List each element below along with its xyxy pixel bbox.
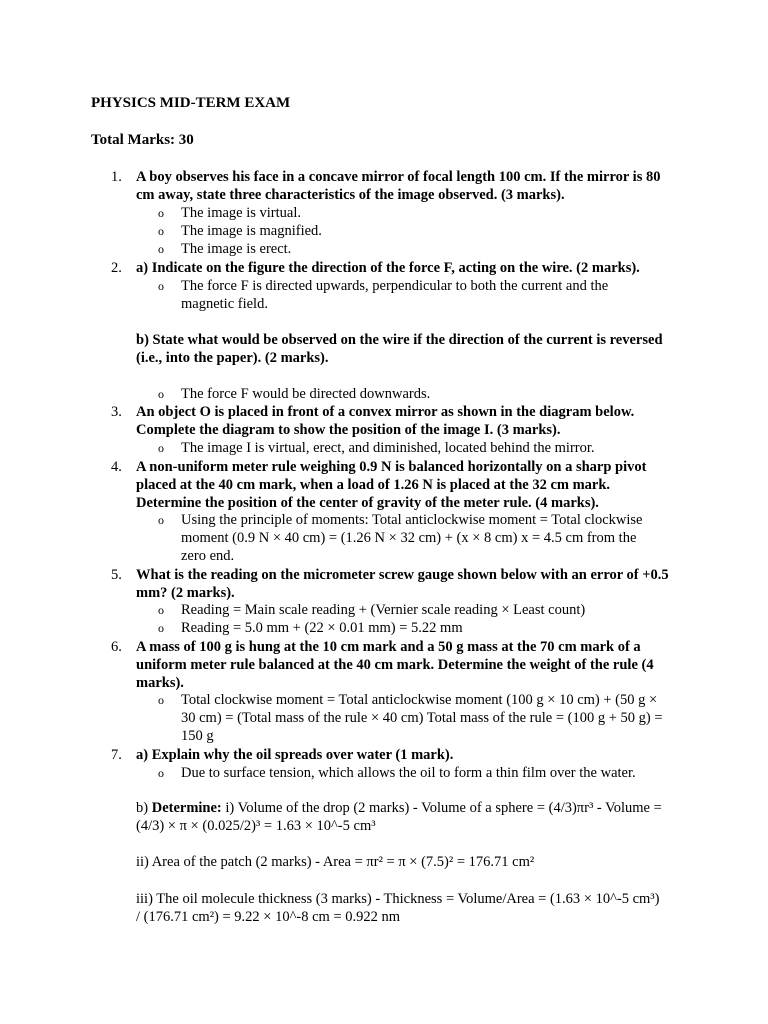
bullet-icon: o [158,766,164,780]
answer-item: o Using the principle of moments: Total anticlockwise moment = Total clockwise moment (0.9 N × 40 cm) = (1.26 N × 32 cm) + (x × 8 cm) x = 4.5 cm from the zero end. [158,512,643,564]
question-7-part-ii: ii) Area of the patch (2 marks) - Area = πr² = π × (7.5)² = 176.71 cm² [136,854,535,870]
bullet-icon: o [158,693,164,707]
question-text: An object O is placed in front of a convex mirror as shown in the diagram below. Complete the diagram to show the position of the image I. (3 marks). [136,404,635,438]
answer-item: o The image I is virtual, erect, and diminished, located behind the mirror. [158,440,595,456]
question-2 [111,259,671,277]
question-7-part-b: b) Determine: i) Volume of the drop (2 marks) - Volume of a sphere = (4/3)πr³ - Volume = (4/3) × π × (0.025/2)³ = 1.63 × 10^-5 cm³ [136,800,662,834]
answer-item: o Total clockwise moment = Total anticlockwise moment (100 g × 10 cm) + (50 g × 30 cm) = (Total mass of the rule × 40 cm) Total mass of the rule = (100 g + 50 g) = 150 g [158,692,663,744]
question-6 [111,638,671,692]
question-text: a) Indicate on the figure the direction of the force F, acting on the wire. (2 marks). [136,260,640,276]
bullet-icon: o [158,279,164,293]
question-number: 7. [111,747,122,763]
answer-item: o The force F is directed upwards, perpendicular to both the current and the magnetic field. [158,278,609,312]
question-number: 3. [111,404,122,420]
bullet-icon: o [158,206,164,220]
total-marks: Total Marks: 30 [91,132,194,148]
answer-item: o The image is magnified. [158,223,322,239]
question-5 [111,566,671,602]
bullet-icon: o [158,224,164,238]
question-number: 4. [111,459,122,475]
question-2-part-b: b) State what would be observed on the wire if the direction of the current is reversed (i.e., into the paper). (2 marks). [136,332,663,366]
answer-item: o Reading = Main scale reading + (Vernier scale reading × Least count) [158,602,586,618]
bullet-icon: o [158,242,164,256]
exam-title: PHYSICS MID-TERM EXAM [91,95,291,111]
question-number: 1. [111,169,122,185]
question-text: A boy observes his face in a concave mirror of focal length 100 cm. If the mirror is 80 cm away, state three characteristics of the image observed. (3 marks). [136,169,661,203]
answer-item: o The image is erect. [158,241,292,257]
question-1 [111,168,671,204]
determine-label: Determine: [151,800,222,816]
question-7 [111,746,671,764]
question-7-part-iii: iii) The oil molecule thickness (3 marks) - Thickness = Volume/Area = (1.63 × 10^-5 cm³) / (176.71 cm²) = 9.22 × 10^-8 cm = 0.922 nm [136,891,660,925]
question-4 [111,458,671,512]
question-number: 2. [111,260,122,276]
bullet-icon: o [158,513,164,527]
answer-item: o The image is virtual. [158,205,301,221]
bullet-icon: o [158,603,164,617]
answer-item: o Due to surface tension, which allows the oil to form a thin film over the water. [158,765,636,781]
question-3 [111,403,671,439]
question-number: 6. [111,639,122,655]
answer-item: o The force F would be directed downwards. [158,386,431,402]
question-text: a) Explain why the oil spreads over water (1 mark). [136,747,454,763]
bullet-icon: o [158,621,164,635]
answer-item: o Reading = 5.0 mm + (22 × 0.01 mm) = 5.22 mm [158,620,463,636]
question-number: 5. [111,567,122,583]
question-text: What is the reading on the micrometer screw gauge shown below with an error of +0.5 mm? (2 marks). [136,567,669,601]
question-text: A mass of 100 g is hung at the 10 cm mark and a 50 g mass at the 70 cm mark of a uniform meter rule balanced at the 40 cm mark. Determine the weight of the rule (4 marks). [136,639,654,691]
question-text: A non-uniform meter rule weighing 0.9 N is balanced horizontally on a sharp pivot placed at the 40 cm mark, when a load of 1.26 N is placed at the 32 cm mark. Determine the position of the center of gravity of the meter rule. (4 marks). [136,459,647,511]
bullet-icon: o [158,387,164,401]
bullet-icon: o [158,441,164,455]
